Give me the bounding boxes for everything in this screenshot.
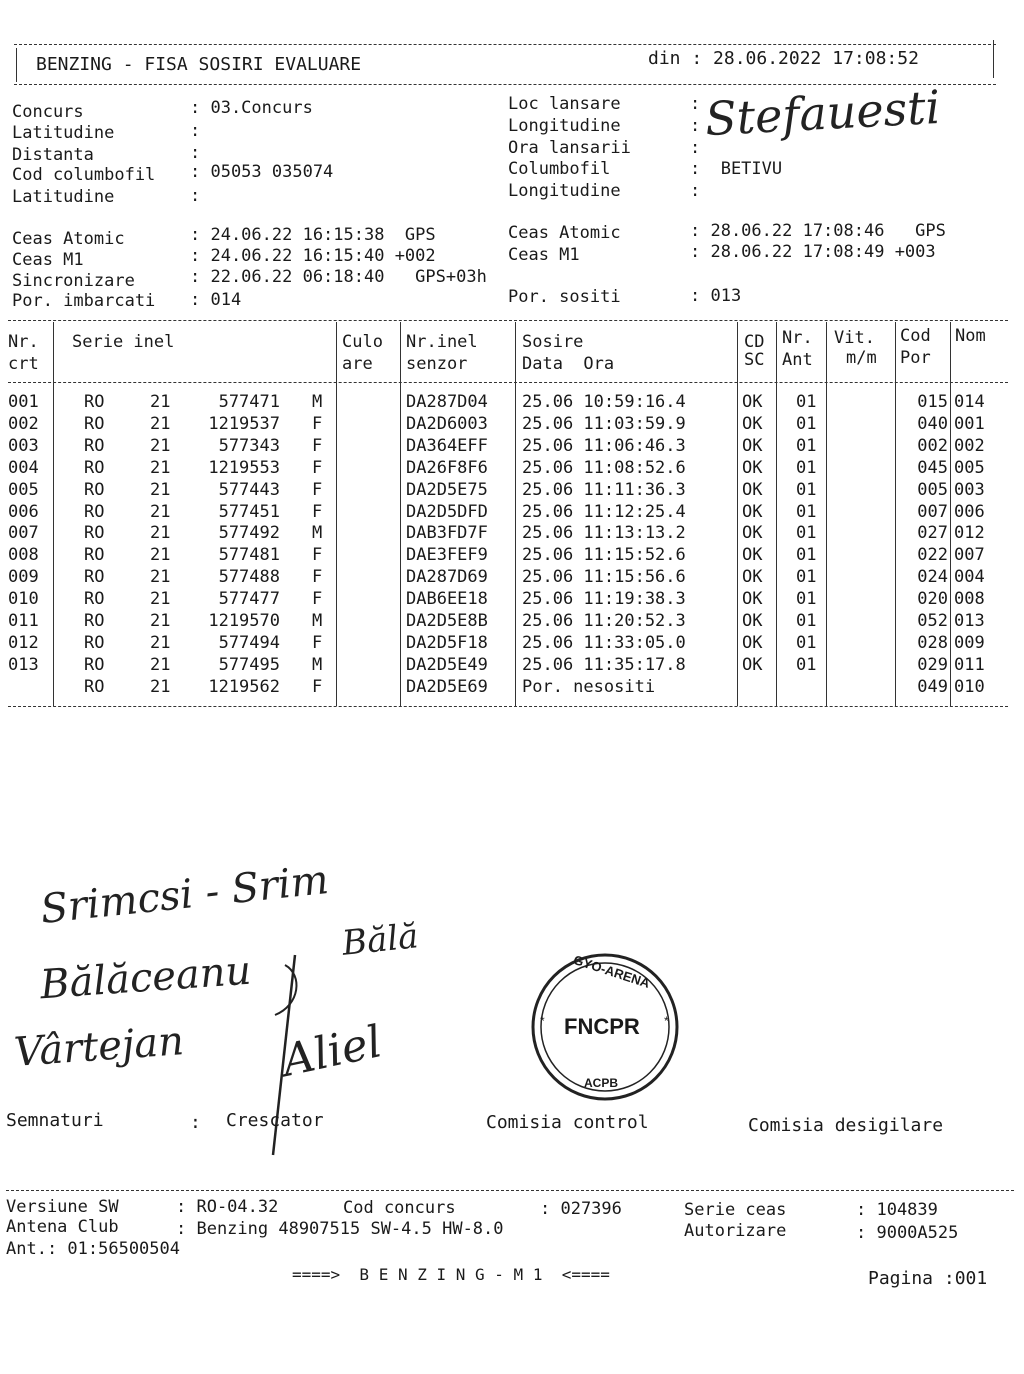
signature-handwriting: Bălăceanu [38, 947, 253, 1009]
cell-arrival: 25.06 11:03:59.9 [522, 413, 686, 434]
cell-arrival: 25.06 11:20:52.3 [522, 611, 686, 631]
autorizare-label: Autorizare [684, 1221, 787, 1241]
cell-arrival: 25.06 11:12:25.4 [522, 501, 686, 522]
cell-ant: 01 [796, 523, 817, 544]
info-label: Columbofil [508, 159, 611, 179]
cell-nr: 011 [8, 611, 39, 631]
cell-nom: 010 [954, 676, 985, 697]
cod-concurs-label: Cod concurs [343, 1198, 456, 1218]
semnaturi-label: Semnaturi [6, 1110, 104, 1131]
cell-year: 21 [150, 392, 171, 412]
signature-handwriting: Bălă [340, 916, 421, 964]
cell-nr: 008 [8, 545, 39, 566]
cell-ant: 01 [796, 589, 817, 610]
cell-ring: 577488 [218, 567, 280, 588]
signature-stroke [255, 945, 315, 1165]
cell-year: 21 [150, 523, 171, 544]
info-label: Concurs [12, 102, 84, 122]
versiune-label: Versiune SW [6, 1197, 119, 1217]
cell-year: 21 [150, 567, 171, 588]
cell-sensor: DAB3FD7F [406, 523, 488, 544]
crescator-label: Crescator [226, 1110, 324, 1131]
cell-cod-por: 027 [917, 523, 948, 544]
cell-sensor: DAB6EE18 [406, 589, 488, 610]
table-row [0, 458, 1024, 480]
header-sosire-2: Data Ora [522, 354, 615, 374]
clock-label: Por. sositi [508, 287, 621, 307]
clock-label: Sincronizare [12, 271, 135, 291]
cell-cdsc: OK [742, 545, 763, 566]
cell-country: RO [84, 413, 105, 434]
signature-handwriting: Aliel [277, 1016, 387, 1087]
cell-year: 21 [150, 457, 171, 478]
cell-cdsc: OK [742, 632, 763, 653]
cell-cod-por: 022 [917, 545, 948, 566]
cell-sensor: DA364EFF [406, 435, 488, 456]
header-vit-2: m/m [846, 348, 877, 368]
svg-text:*: * [664, 1014, 669, 1028]
cell-ant: 01 [796, 632, 817, 653]
cell-cod-por: 040 [917, 413, 948, 434]
cell-ant: 01 [796, 392, 817, 412]
table-top-border [8, 320, 1008, 321]
cell-cdsc: OK [742, 523, 763, 544]
table-header-border [8, 382, 1008, 383]
clock-label: Ceas Atomic [508, 223, 621, 243]
antenna-id: Ant.: 01:56500504 [6, 1239, 180, 1259]
cell-arrival: 25.06 11:06:46.3 [522, 435, 686, 456]
cell-country: RO [84, 523, 105, 544]
cell-sensor: DA287D69 [406, 567, 488, 588]
header-right-border [993, 40, 994, 78]
header-serie: Serie inel [72, 332, 175, 352]
header-left-border [16, 48, 17, 82]
header-nom: Nom [955, 326, 986, 346]
clock-label: Ceas M1 [12, 250, 84, 270]
cell-sex: F [312, 589, 323, 610]
cell-sensor: DA2D5E49 [406, 654, 488, 675]
cell-nr: 002 [8, 413, 39, 434]
cell-ant: 01 [796, 654, 817, 675]
cell-sensor: DA287D04 [406, 392, 488, 412]
info-label: Ora lansarii [508, 138, 631, 158]
cell-nr: 003 [8, 435, 39, 456]
cell-cdsc: OK [742, 457, 763, 478]
clock-label: Ceas Atomic [12, 229, 125, 249]
table-row [0, 523, 1024, 545]
info-label: Loc lansare [508, 94, 621, 114]
antena-label: Antena Club [6, 1217, 119, 1237]
table-row [0, 655, 1024, 677]
cell-year: 21 [150, 589, 171, 610]
page-number: Pagina :001 [868, 1268, 988, 1289]
cell-nom: 002 [954, 435, 985, 456]
cell-nr: 005 [8, 479, 39, 500]
info-value: : [190, 121, 201, 141]
info-value: : [690, 138, 701, 158]
cell-ring: 1219537 [208, 413, 280, 434]
cell-nom: 008 [954, 589, 985, 610]
signature-handwriting: Vârtejan [12, 1018, 186, 1076]
serie-ceas-label: Serie ceas [684, 1200, 787, 1220]
header-por: Por [900, 348, 931, 368]
cell-sensor: DAE3FEF9 [406, 545, 488, 566]
cell-country: RO [84, 654, 105, 675]
cell-year: 21 [150, 676, 171, 697]
cell-country: RO [84, 435, 105, 456]
info-value: : [190, 143, 201, 163]
cell-nr: 009 [8, 567, 39, 588]
cell-nom: 005 [954, 457, 985, 478]
cell-cod-por: 028 [917, 632, 948, 653]
cell-sex: F [312, 676, 323, 697]
cell-sex: M [312, 523, 323, 544]
clock-value: : 014 [190, 290, 242, 310]
cell-cod-por: 002 [917, 435, 948, 456]
cell-ring: 577477 [218, 589, 280, 610]
autorizare-value: : 9000A525 [856, 1223, 959, 1243]
clock-value: : 28.06.22 17:08:49 +003 [690, 242, 936, 262]
header-nr: Nr. [8, 332, 39, 352]
cell-country: RO [84, 589, 105, 610]
cell-arrival: 25.06 11:08:52.6 [522, 457, 686, 478]
clock-label: Por. imbarcati [12, 291, 156, 311]
cell-ring: 577343 [218, 435, 280, 456]
table-row [0, 414, 1024, 436]
info-value: : [190, 186, 201, 206]
cell-ring: 577481 [218, 545, 280, 566]
cell-ring: 1219562 [208, 676, 280, 697]
antena-value: : Benzing 48907515 SW-4.5 HW-8.0 [176, 1219, 504, 1239]
table-row [0, 545, 1024, 567]
official-stamp [528, 950, 682, 1104]
handwritten-location: Stefauesti [703, 79, 942, 147]
cell-ant: 01 [796, 413, 817, 434]
cod-concurs-value: : 027396 [540, 1199, 622, 1219]
cell-country: RO [84, 457, 105, 478]
cell-sex: M [312, 654, 323, 675]
table-row [0, 502, 1024, 524]
cell-year: 21 [150, 632, 171, 653]
cell-sensor: DA2D6003 [406, 413, 488, 434]
cell-cdsc: OK [742, 413, 763, 434]
cell-ring: 577443 [218, 479, 280, 500]
cell-nr: 001 [8, 392, 39, 412]
cell-nr: 013 [8, 654, 39, 675]
cell-nom: 011 [954, 654, 985, 675]
info-label: Latitudine [12, 123, 115, 143]
cell-year: 21 [150, 654, 171, 675]
info-value: : 03.Concurs [190, 98, 313, 118]
header-ant: Nr. [782, 328, 813, 348]
signature-handwriting: Srimcsi - Srim [38, 857, 331, 933]
cell-sex: F [312, 413, 323, 434]
cell-year: 21 [150, 435, 171, 456]
comisia-control-label: Comisia control [486, 1112, 649, 1133]
cell-nom: 013 [954, 611, 985, 631]
cell-arrival: 25.06 11:19:38.3 [522, 589, 686, 610]
table-bottom-border [8, 706, 1008, 707]
cell-nom: 001 [954, 413, 985, 434]
cell-sensor: DA2D5E8B [406, 611, 488, 631]
cell-sex: M [312, 611, 323, 631]
info-value: : [690, 181, 701, 201]
cell-cdsc: OK [742, 589, 763, 610]
cell-country: RO [84, 545, 105, 566]
document-title: BENZING - FISA SOSIRI EVALUARE [36, 54, 362, 75]
table-row [0, 633, 1024, 655]
header-cd: CD [744, 332, 765, 352]
cell-year: 21 [150, 479, 171, 500]
cell-ant: 01 [796, 435, 817, 456]
cell-arrival: Por. nesositi [522, 676, 656, 697]
header-sosire: Sosire [522, 332, 584, 352]
info-value: : BETIVU [690, 159, 783, 179]
cell-sex: F [312, 479, 323, 500]
clock-label: Ceas M1 [508, 245, 580, 265]
comisia-desigilare-label: Comisia desigilare [748, 1115, 944, 1136]
stamp-center-text: FNCPR [564, 1014, 640, 1039]
header-crt: crt [8, 354, 39, 374]
footer-top-border [6, 1190, 1014, 1191]
versiune-value: : RO-04.32 [176, 1197, 279, 1217]
cell-cod-por: 020 [917, 589, 948, 610]
cell-arrival: 25.06 11:15:56.6 [522, 567, 686, 588]
cell-cod-por: 005 [917, 479, 948, 500]
info-value: : 05053 035074 [190, 162, 334, 182]
cell-nr: 012 [8, 632, 39, 653]
cell-sex: F [312, 545, 323, 566]
cell-arrival: 25.06 10:59:16.4 [522, 392, 686, 412]
cell-sex: F [312, 435, 323, 456]
info-label: Distanta [12, 145, 94, 165]
cell-nom: 003 [954, 479, 985, 500]
cell-sensor: DA2D5E75 [406, 479, 488, 500]
info-label: Longitudine [508, 116, 621, 136]
cell-sensor: DA26F8F6 [406, 457, 488, 478]
table-row [0, 480, 1024, 502]
clock-value: : 013 [690, 286, 742, 306]
report-date: din : 28.06.2022 17:08:52 [648, 48, 919, 69]
cell-cdsc: OK [742, 654, 763, 675]
cell-country: RO [84, 567, 105, 588]
cell-country: RO [84, 632, 105, 653]
cell-nom: 012 [954, 523, 985, 544]
cell-sex: F [312, 632, 323, 653]
cell-sex: F [312, 567, 323, 588]
cell-country: RO [84, 501, 105, 522]
header-ant-2: Ant [782, 350, 813, 370]
cell-nom: 006 [954, 501, 985, 522]
cell-ring: 577471 [218, 392, 280, 412]
stamp-bottom-text: ACPB [584, 1076, 619, 1090]
cell-arrival: 25.06 11:11:36.3 [522, 479, 686, 500]
clock-value: : 24.06.22 16:15:38 GPS [190, 225, 436, 245]
cell-ant: 01 [796, 611, 817, 631]
header-culoare: Culo [342, 332, 383, 352]
table-row [0, 392, 1024, 414]
info-value: : [690, 94, 701, 114]
cell-ant: 01 [796, 457, 817, 478]
info-label: Longitudine [508, 181, 621, 201]
cell-sex: M [312, 392, 323, 412]
clock-value: : 28.06.22 17:08:46 GPS [690, 221, 946, 241]
cell-nom: 009 [954, 632, 985, 653]
header-cod: Cod [900, 326, 931, 346]
cell-year: 21 [150, 611, 171, 631]
cell-year: 21 [150, 545, 171, 566]
cell-sex: F [312, 457, 323, 478]
cell-arrival: 25.06 11:13:13.2 [522, 523, 686, 544]
cell-cdsc: OK [742, 567, 763, 588]
header-senzor-2: senzor [406, 354, 468, 374]
cell-cod-por: 029 [917, 654, 948, 675]
table-row [0, 589, 1024, 611]
cell-cod-por: 045 [917, 457, 948, 478]
cell-arrival: 25.06 11:15:52.6 [522, 545, 686, 566]
cell-cdsc: OK [742, 611, 763, 631]
cell-ant: 01 [796, 567, 817, 588]
header-sc: SC [744, 350, 765, 370]
cell-cod-por: 024 [917, 567, 948, 588]
cell-ant: 01 [796, 501, 817, 522]
semnaturi-colon: : [190, 1112, 201, 1133]
table-row [0, 677, 1024, 699]
cell-arrival: 25.06 11:35:17.8 [522, 654, 686, 675]
stamp-top-text: GYO-ARENA [571, 952, 652, 991]
table-row [0, 567, 1024, 589]
cell-country: RO [84, 676, 105, 697]
header-top-border [14, 44, 996, 45]
serie-ceas-value: : 104839 [856, 1200, 938, 1220]
cell-ring: 577451 [218, 501, 280, 522]
cell-cdsc: OK [742, 501, 763, 522]
clock-value: : 24.06.22 16:15:40 +002 [190, 246, 436, 266]
cell-nom: 007 [954, 545, 985, 566]
cell-ring: 577492 [218, 523, 280, 544]
cell-ring: 577495 [218, 654, 280, 675]
svg-text:*: * [540, 1014, 545, 1028]
cell-cdsc: OK [742, 392, 763, 412]
cell-ring: 577494 [218, 632, 280, 653]
table-row [0, 611, 1024, 633]
cell-country: RO [84, 479, 105, 500]
cell-nr: 010 [8, 589, 39, 610]
cell-nr: 007 [8, 523, 39, 544]
cell-cdsc: OK [742, 479, 763, 500]
cell-nom: 014 [954, 392, 985, 412]
cell-cod-por: 015 [917, 392, 948, 412]
clock-value: : 22.06.22 06:18:40 GPS+03h [190, 267, 487, 287]
info-value: : [690, 116, 701, 136]
header-vit: Vit. [834, 328, 875, 348]
cell-year: 21 [150, 501, 171, 522]
cell-sex: F [312, 501, 323, 522]
cell-country: RO [84, 392, 105, 412]
cell-cdsc: OK [742, 435, 763, 456]
cell-ring: 1219553 [208, 457, 280, 478]
header-senzor: Nr.inel [406, 332, 478, 352]
info-label: Cod columbofil [12, 165, 156, 185]
cell-cod-por: 007 [917, 501, 948, 522]
cell-ring: 1219570 [208, 611, 280, 631]
cell-nr: 004 [8, 457, 39, 478]
benzing-banner: ====> B E N Z I N G - M 1 <==== [292, 1265, 610, 1284]
header-culoare-2: are [342, 354, 373, 374]
cell-nom: 004 [954, 567, 985, 588]
cell-sensor: DA2D5E69 [406, 676, 488, 697]
cell-cod-por: 052 [917, 611, 948, 631]
cell-arrival: 25.06 11:33:05.0 [522, 632, 686, 653]
cell-sensor: DA2D5F18 [406, 632, 488, 653]
cell-nr: 006 [8, 501, 39, 522]
cell-ant: 01 [796, 479, 817, 500]
cell-cod-por: 049 [917, 676, 948, 697]
info-label: Latitudine [12, 187, 115, 207]
cell-year: 21 [150, 413, 171, 434]
table-row [0, 436, 1024, 458]
cell-sensor: DA2D5DFD [406, 501, 488, 522]
cell-ant: 01 [796, 545, 817, 566]
cell-country: RO [84, 611, 105, 631]
